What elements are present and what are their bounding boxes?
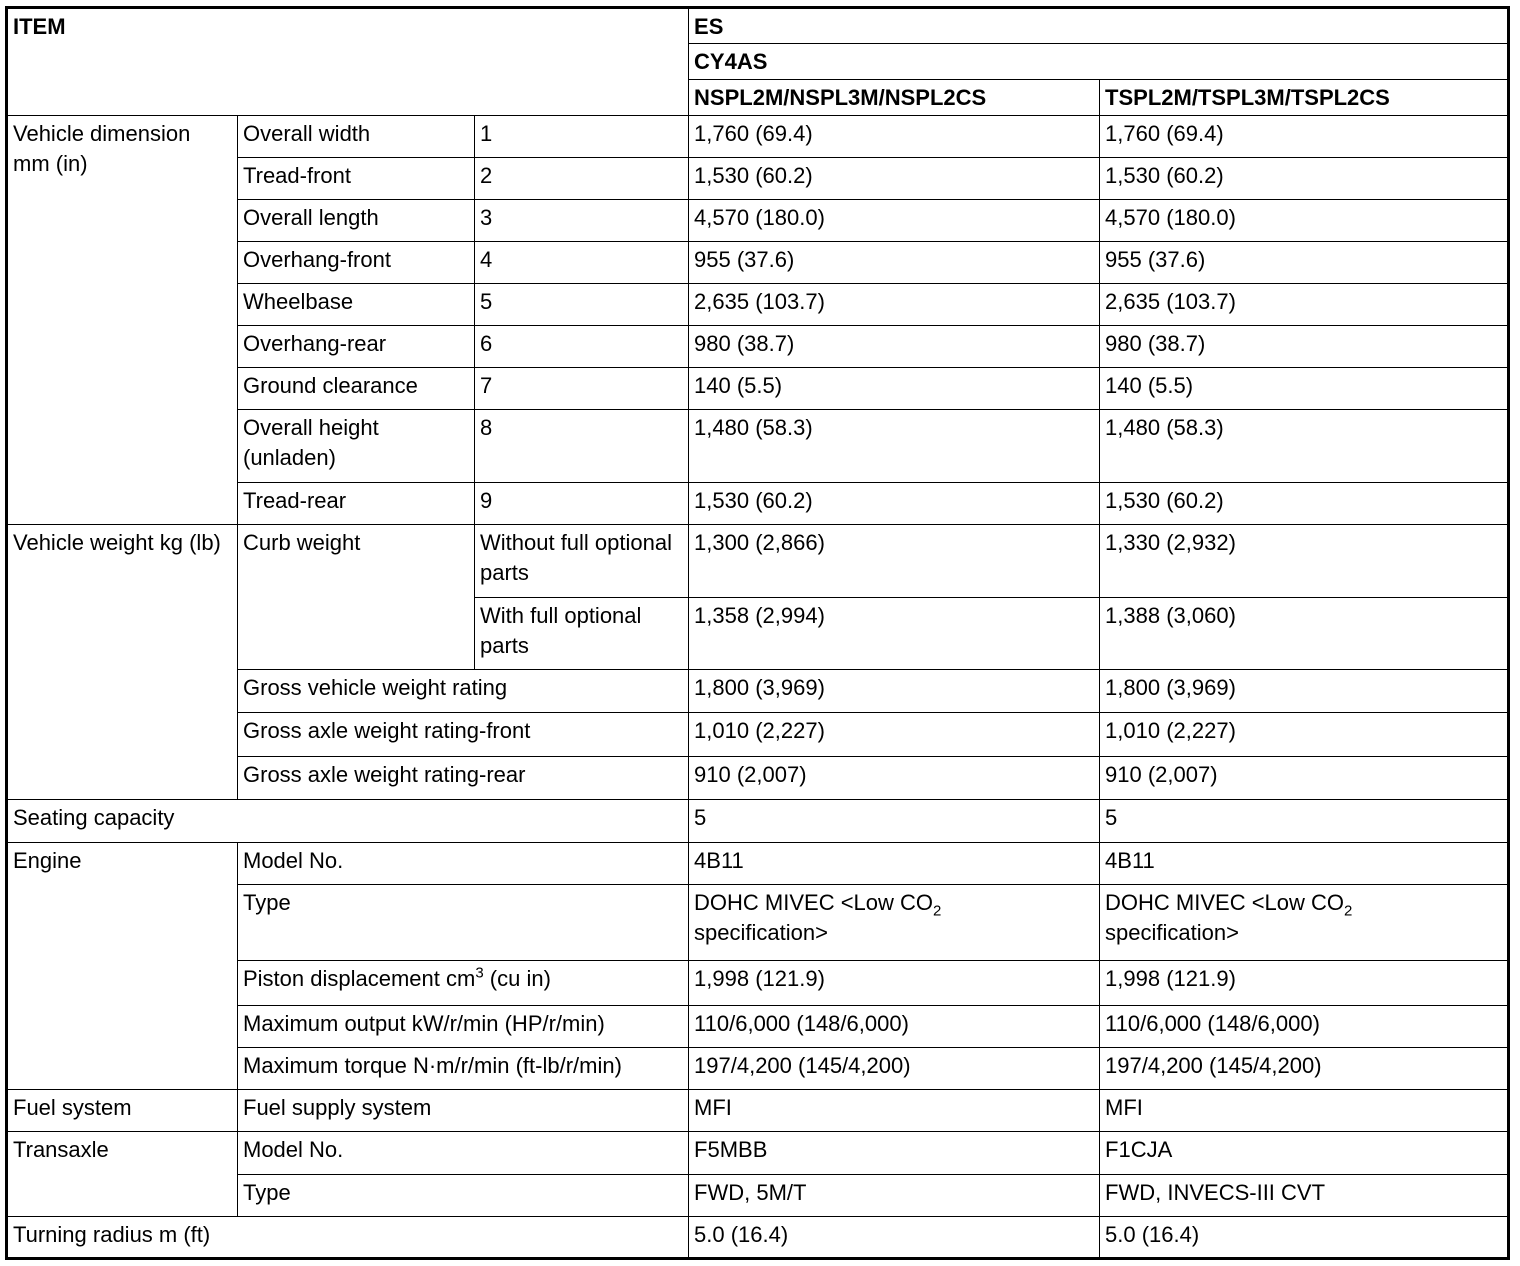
value-a: 140 (5.5)	[689, 368, 1100, 410]
value-a: 197/4,200 (145/4,200)	[689, 1047, 1100, 1089]
item-label: Model No.	[238, 1131, 689, 1174]
value-a: 5.0 (16.4)	[689, 1216, 1100, 1258]
item-number: 4	[475, 242, 689, 284]
sub-item-label: With full optional parts	[475, 598, 689, 670]
item-label: Type	[238, 884, 689, 960]
value-b: 2,635 (103.7)	[1100, 284, 1509, 326]
value-b: 1,480 (58.3)	[1100, 410, 1509, 483]
item-label: Overhang-front	[238, 242, 475, 284]
value-a: 1,800 (3,969)	[689, 670, 1100, 713]
value-b: 140 (5.5)	[1100, 368, 1509, 410]
item-number: 2	[475, 158, 689, 200]
value-b: 5.0 (16.4)	[1100, 1216, 1509, 1258]
value-b: FWD, INVECS-III CVT	[1100, 1174, 1509, 1216]
header-variant-a: NSPL2M/NSPL3M/NSPL2CS	[689, 80, 1100, 116]
header-row	[7, 8, 1509, 44]
item-number: 1	[475, 116, 689, 158]
value-b: 1,800 (3,969)	[1100, 670, 1509, 713]
value-a: 1,530 (60.2)	[689, 483, 1100, 525]
table-row	[7, 1089, 1509, 1131]
item-label: Ground clearance	[238, 368, 475, 410]
value-b	[1100, 884, 1509, 960]
value-b: 197/4,200 (145/4,200)	[1100, 1047, 1509, 1089]
table-row	[7, 525, 1509, 598]
item-label: Gross axle weight rating-front	[238, 713, 689, 756]
superscript: 3	[475, 964, 484, 982]
value-b: 4,570 (180.0)	[1100, 200, 1509, 242]
group-engine: Engine	[7, 842, 238, 1089]
group-transaxle: Transaxle	[7, 1131, 238, 1216]
value-a: 5	[689, 799, 1100, 842]
value-a: 1,358 (2,994)	[689, 598, 1100, 670]
value-b: 955 (37.6)	[1100, 242, 1509, 284]
value-b: 1,530 (60.2)	[1100, 158, 1509, 200]
engine-type-text: DOHC MIVEC <Low CO	[1105, 889, 1345, 915]
value-a: 4,570 (180.0)	[689, 200, 1100, 242]
value-b: 1,998 (121.9)	[1100, 960, 1509, 1005]
value-b: 1,530 (60.2)	[1100, 483, 1509, 525]
value-b: 1,010 (2,227)	[1100, 713, 1509, 756]
value-b: 1,388 (3,060)	[1100, 598, 1509, 670]
engine-type-text: DOHC MIVEC <Low CO	[694, 889, 934, 915]
value-b: MFI	[1100, 1089, 1509, 1131]
value-b: 1,330 (2,932)	[1100, 525, 1509, 598]
item-number: 9	[475, 483, 689, 525]
spec-table	[5, 6, 1510, 1260]
value-a: 1,300 (2,866)	[689, 525, 1100, 598]
item-label: Seating capacity	[7, 799, 689, 842]
table-row	[7, 799, 1509, 842]
item-number: 8	[475, 410, 689, 483]
engine-type-text: specification>	[1105, 919, 1239, 945]
item-label: Overall height (unladen)	[238, 410, 475, 483]
header-trim: ES	[689, 8, 1509, 44]
value-b: 110/6,000 (148/6,000)	[1100, 1005, 1509, 1047]
item-label: Model No.	[238, 842, 689, 884]
item-number: 3	[475, 200, 689, 242]
value-a: 1,530 (60.2)	[689, 158, 1100, 200]
table-row	[7, 116, 1509, 158]
sub-item-label: Without full optional parts	[475, 525, 689, 598]
item-label: Fuel supply system	[238, 1089, 689, 1131]
item-label: Tread-front	[238, 158, 475, 200]
item-label: Maximum output kW/r/min (HP/r/min)	[238, 1005, 689, 1047]
value-a: 4B11	[689, 842, 1100, 884]
engine-type-text: specification>	[694, 919, 828, 945]
item-label: Overall width	[238, 116, 475, 158]
value-a	[689, 884, 1100, 960]
item-number: 5	[475, 284, 689, 326]
item-number: 7	[475, 368, 689, 410]
group-fuel-system: Fuel system	[7, 1089, 238, 1131]
value-b: 5	[1100, 799, 1509, 842]
label-text: (cu in)	[483, 965, 551, 991]
item-label: Turning radius m (ft)	[7, 1216, 689, 1258]
table-row	[7, 1131, 1509, 1174]
table-row	[7, 1216, 1509, 1258]
item-label: Maximum torque N·m/r/min (ft-lb/r/min)	[238, 1047, 689, 1089]
group-vehicle-dimension: Vehicle dimension mm (in)	[7, 116, 238, 525]
value-a: 1,010 (2,227)	[689, 713, 1100, 756]
value-a: 110/6,000 (148/6,000)	[689, 1005, 1100, 1047]
item-label: Tread-rear	[238, 483, 475, 525]
value-a: F5MBB	[689, 1131, 1100, 1174]
item-label: Type	[238, 1174, 689, 1216]
subscript: 2	[1344, 901, 1353, 919]
item-label: Overall length	[238, 200, 475, 242]
value-b: F1CJA	[1100, 1131, 1509, 1174]
item-label: Gross vehicle weight rating	[238, 670, 689, 713]
item-label: Curb weight	[238, 525, 475, 670]
value-a: 955 (37.6)	[689, 242, 1100, 284]
label-text: Piston displacement cm	[243, 965, 476, 991]
value-a: 2,635 (103.7)	[689, 284, 1100, 326]
item-label: Gross axle weight rating-rear	[238, 756, 689, 799]
value-a: 1,998 (121.9)	[689, 960, 1100, 1005]
subscript: 2	[933, 901, 942, 919]
group-vehicle-weight: Vehicle weight kg (lb)	[7, 525, 238, 799]
table-row	[7, 842, 1509, 884]
value-a: FWD, 5M/T	[689, 1174, 1100, 1216]
value-b: 910 (2,007)	[1100, 756, 1509, 799]
header-item: ITEM	[7, 8, 689, 116]
value-a: 980 (38.7)	[689, 326, 1100, 368]
value-a: 1,480 (58.3)	[689, 410, 1100, 483]
item-number: 6	[475, 326, 689, 368]
value-b: 980 (38.7)	[1100, 326, 1509, 368]
item-label	[238, 960, 689, 1005]
header-variant-b: TSPL2M/TSPL3M/TSPL2CS	[1100, 80, 1509, 116]
value-a: 1,760 (69.4)	[689, 116, 1100, 158]
value-b: 4B11	[1100, 842, 1509, 884]
value-a: MFI	[689, 1089, 1100, 1131]
value-a: 910 (2,007)	[689, 756, 1100, 799]
item-label: Overhang-rear	[238, 326, 475, 368]
value-b: 1,760 (69.4)	[1100, 116, 1509, 158]
item-label: Wheelbase	[238, 284, 475, 326]
header-model-code: CY4AS	[689, 44, 1509, 80]
